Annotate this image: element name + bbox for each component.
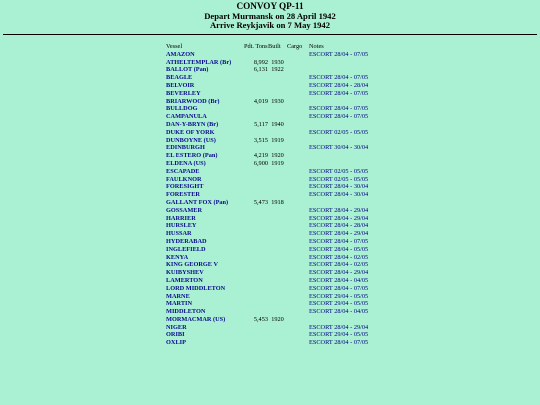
built-cell [268, 261, 287, 269]
cargo-cell [287, 176, 309, 184]
vessel-cell [166, 59, 244, 67]
cargo-cell [287, 129, 309, 137]
vessel-link[interactable]: BEVERLEY [166, 89, 201, 97]
notes-cell: ESCORT 28/04 - 07/05 [309, 50, 369, 58]
tons-cell [244, 144, 268, 152]
vessel-link[interactable]: CAMPANULA [166, 113, 207, 121]
built-cell: 1919 [271, 136, 284, 144]
vessel-cell [166, 90, 244, 98]
notes-cell: ESCORT 28/04 - 29/04 [309, 230, 369, 238]
table-row [166, 121, 409, 129]
notes-cell [309, 59, 409, 67]
cargo-cell [287, 331, 309, 339]
vessel-cell [166, 316, 244, 324]
vessel-link[interactable]: MORMACMAR (US) [166, 315, 226, 323]
vessel-cell [166, 331, 244, 339]
notes-cell: ESCORT 28/04 - 29/04 [309, 323, 369, 331]
table-row [166, 316, 409, 324]
notes-cell: ESCORT 28/04 - 04/05 [309, 276, 369, 284]
column-header-vessel: Vessel [166, 43, 183, 50]
table-row [166, 66, 409, 74]
built-cell: 1918 [271, 198, 284, 206]
table-row [166, 207, 409, 215]
table-row [166, 324, 409, 332]
vessel-cell [166, 293, 244, 301]
notes-cell: ESCORT 29/04 - 05/05 [309, 292, 369, 300]
notes-cell: ESCORT 02/05 - 05/05 [309, 167, 369, 175]
cargo-cell [287, 51, 309, 59]
built-cell: 1920 [271, 315, 284, 323]
tons-cell [244, 222, 268, 230]
vessel-cell [166, 183, 244, 191]
notes-cell: ESCORT 28/04 - 04/05 [309, 308, 369, 316]
built-cell [268, 277, 287, 285]
header-divider [3, 34, 537, 35]
vessel-cell [166, 129, 244, 137]
vessel-cell [166, 51, 244, 59]
cargo-cell [287, 144, 309, 152]
column-header-cargo: Cargo [287, 43, 303, 50]
vessel-link[interactable]: NIGER [166, 323, 187, 331]
notes-cell [309, 152, 409, 160]
cargo-cell [287, 59, 309, 67]
notes-cell [309, 66, 409, 74]
table-row [166, 215, 409, 223]
vessel-link[interactable]: ELDENA (US) [166, 159, 206, 167]
built-cell [268, 183, 287, 191]
cargo-cell [287, 199, 309, 207]
cargo-cell [287, 121, 309, 129]
cargo-cell [287, 293, 309, 301]
built-cell [268, 339, 287, 347]
vessel-cell [166, 74, 244, 82]
vessel-link[interactable]: INGLEFIELD [166, 245, 206, 253]
table-row [166, 308, 409, 316]
vessel-cell [166, 238, 244, 246]
vessel-link[interactable]: BALLOT (Pan) [166, 66, 209, 74]
vessel-cell [166, 199, 244, 207]
column-header-notes: Notes [309, 43, 324, 50]
column-header-tons: Pdt. Tons [244, 43, 268, 50]
notes-cell [309, 316, 409, 324]
notes-cell: ESCORT 28/04 - 07/05 [309, 284, 369, 292]
tons-cell: 4,019 [253, 97, 268, 105]
cargo-cell [287, 191, 309, 199]
table-row [166, 293, 409, 301]
tons-cell: 6,900 [253, 159, 268, 167]
tons-cell [244, 277, 268, 285]
vessel-link[interactable]: FORESTER [166, 191, 200, 199]
vessel-link[interactable]: DUKE OF YORK [166, 128, 215, 136]
convoy-header [0, 2, 540, 31]
vessel-link[interactable]: BELVOIR [166, 81, 195, 89]
table-row [166, 222, 409, 230]
column-header-built: Built [268, 43, 281, 50]
notes-cell: ESCORT 28/04 - 29/04 [309, 269, 369, 277]
cargo-cell [287, 222, 309, 230]
tons-cell [244, 168, 268, 176]
vessel-cell [166, 246, 244, 254]
table-header-row [166, 43, 409, 51]
vessel-cell [166, 222, 244, 230]
vessel-cell [166, 191, 244, 199]
cargo-cell [287, 238, 309, 246]
built-cell [268, 293, 287, 301]
built-cell [268, 285, 287, 293]
tons-cell: 5,453 [253, 315, 268, 323]
vessel-link[interactable]: DAN-Y-BRYN (Br) [166, 120, 219, 128]
vessel-link[interactable]: MARTIN [166, 300, 193, 308]
tons-cell [244, 191, 268, 199]
tons-cell [244, 230, 268, 238]
cargo-cell [287, 308, 309, 316]
table-row [166, 90, 409, 98]
vessel-cell [166, 285, 244, 293]
depart-line: Depart Murmansk on 28 April 1942 [204, 10, 336, 21]
tons-cell: 5,117 [254, 120, 268, 128]
table-row [166, 176, 409, 184]
notes-cell: ESCORT 28/04 - 07/05 [309, 113, 369, 121]
notes-cell: ESCORT 28/04 - 07/05 [309, 74, 369, 82]
vessel-link[interactable]: GOSSAMER [166, 206, 203, 214]
tons-cell [244, 293, 268, 301]
cargo-cell [287, 66, 309, 74]
ship-rows [166, 51, 409, 347]
tons-cell [244, 331, 268, 339]
notes-cell: ESCORT 28/04 - 07/05 [309, 237, 369, 245]
cargo-cell [287, 90, 309, 98]
built-cell: 1940 [271, 120, 284, 128]
tons-cell: 8,992 [253, 58, 268, 66]
notes-cell: ESCORT 28/04 - 05/05 [309, 245, 369, 253]
tons-cell [244, 261, 268, 269]
vessel-cell [166, 113, 244, 121]
vessel-link[interactable]: HYDERABAD [166, 237, 207, 245]
cargo-cell [287, 74, 309, 82]
table-row [166, 230, 409, 238]
built-cell [268, 176, 287, 184]
tons-cell: 6,131 [253, 66, 268, 74]
vessel-cell [166, 105, 244, 113]
cargo-cell [287, 215, 309, 223]
vessel-cell [166, 66, 244, 74]
tons-cell [244, 215, 268, 223]
table-row [166, 144, 409, 152]
vessel-link[interactable]: MIDDLETON [166, 308, 206, 316]
built-cell [268, 300, 287, 308]
cargo-cell [287, 277, 309, 285]
cargo-cell [287, 246, 309, 254]
vessel-link[interactable]: FAULKNOR [166, 175, 202, 183]
cargo-cell [287, 137, 309, 145]
vessel-cell [166, 82, 244, 90]
vessel-cell [166, 215, 244, 223]
built-cell [268, 238, 287, 246]
table-row [166, 339, 409, 347]
tons-cell [244, 176, 268, 184]
cargo-cell [287, 160, 309, 168]
vessel-cell [166, 144, 244, 152]
table-row [166, 137, 409, 145]
built-cell [268, 215, 287, 223]
built-cell: 1920 [271, 152, 284, 160]
vessel-cell [166, 308, 244, 316]
built-cell [268, 246, 287, 254]
built-cell [268, 51, 287, 59]
vessel-link[interactable]: AMAZON [166, 50, 195, 58]
vessel-link[interactable]: ESCAPADE [166, 167, 200, 175]
notes-cell: ESCORT 28/04 - 07/05 [309, 105, 369, 113]
notes-cell: ESCORT 28/04 - 07/05 [309, 89, 369, 97]
table-row [166, 261, 409, 269]
vessel-link[interactable]: HURSLEY [166, 222, 197, 230]
table-row [166, 191, 409, 199]
cargo-cell [287, 82, 309, 90]
vessel-link[interactable]: FORESIGHT [166, 183, 204, 191]
cargo-cell [287, 152, 309, 160]
built-cell [268, 331, 287, 339]
tons-cell [244, 105, 268, 113]
cargo-cell [287, 183, 309, 191]
notes-cell: ESCORT 28/04 - 29/04 [309, 206, 369, 214]
vessel-cell [166, 254, 244, 262]
vessel-link[interactable]: HARRIER [166, 214, 196, 222]
table-row [166, 269, 409, 277]
notes-cell: ESCORT 28/04 - 02/05 [309, 253, 369, 261]
cargo-cell [287, 269, 309, 277]
built-cell [268, 105, 287, 113]
vessel-cell [166, 207, 244, 215]
vessel-link[interactable]: ATHELTEMPLAR (Br) [166, 58, 232, 66]
tons-cell [244, 113, 268, 121]
notes-cell: ESCORT 29/04 - 05/05 [309, 331, 369, 339]
vessel-cell [166, 98, 244, 106]
vessel-cell [166, 269, 244, 277]
cargo-cell [287, 300, 309, 308]
table-row [166, 74, 409, 82]
built-cell: 1930 [271, 97, 284, 105]
notes-cell [309, 160, 409, 168]
cargo-cell [287, 261, 309, 269]
tons-cell [244, 339, 268, 347]
notes-cell [309, 199, 409, 207]
table-row [166, 254, 409, 262]
vessel-link[interactable]: GALLANT FOX (Pan) [166, 198, 229, 206]
vessel-link[interactable]: ORIBI [166, 331, 185, 339]
table-row [166, 285, 409, 293]
vessel-cell [166, 277, 244, 285]
built-cell: 1919 [271, 159, 284, 167]
vessel-link[interactable]: MARNE [166, 292, 190, 300]
vessel-cell [166, 261, 244, 269]
vessel-link[interactable]: LORD MIDDLETON [166, 284, 226, 292]
tons-cell: 3,515 [253, 136, 268, 144]
cargo-cell [287, 113, 309, 121]
table-row [166, 168, 409, 176]
notes-cell: ESCORT 28/04 - 28/04 [309, 222, 369, 230]
vessel-cell [166, 230, 244, 238]
cargo-cell [287, 98, 309, 106]
cargo-cell [287, 324, 309, 332]
notes-cell: ESCORT 29/04 - 05/05 [309, 300, 369, 308]
table-row [166, 246, 409, 254]
vessel-cell [166, 168, 244, 176]
vessel-cell [166, 324, 244, 332]
notes-cell [309, 98, 409, 106]
table-row [166, 331, 409, 339]
cargo-cell [287, 285, 309, 293]
built-cell [268, 168, 287, 176]
table-row [166, 129, 409, 137]
table-row [166, 113, 409, 121]
notes-cell [309, 121, 409, 129]
table-row [166, 51, 409, 59]
built-cell [268, 254, 287, 262]
table-row [166, 82, 409, 90]
notes-cell: ESCORT 30/04 - 30/04 [309, 144, 369, 152]
notes-cell: ESCORT 02/05 - 05/05 [309, 128, 369, 136]
vessel-cell [166, 160, 244, 168]
vessel-link[interactable]: BRIARWOOD (Br) [166, 97, 220, 105]
vessel-link[interactable]: DUNBOYNE (US) [166, 136, 216, 144]
built-cell [268, 324, 287, 332]
built-cell [268, 207, 287, 215]
table-row [166, 277, 409, 285]
cargo-cell [287, 168, 309, 176]
table-row [166, 238, 409, 246]
vessel-link[interactable]: LAMERTON [166, 276, 203, 284]
cargo-cell [287, 339, 309, 347]
built-cell [268, 82, 287, 90]
tons-cell [244, 238, 268, 246]
tons-cell [244, 324, 268, 332]
tons-cell [244, 300, 268, 308]
vessel-cell [166, 176, 244, 184]
vessel-link[interactable]: BULLDOG [166, 105, 198, 113]
notes-cell: ESCORT 28/04 - 28/04 [309, 81, 369, 89]
vessel-link[interactable]: KING GEORGE V [166, 261, 219, 269]
tons-cell: 5,473 [253, 198, 268, 206]
notes-cell: ESCORT 28/04 - 30/04 [309, 191, 369, 199]
vessel-link[interactable]: KUIBYSHEV [166, 269, 204, 277]
notes-cell [309, 137, 409, 145]
cargo-cell [287, 207, 309, 215]
tons-cell: 4,219 [253, 152, 268, 160]
built-cell [268, 74, 287, 82]
tons-cell [244, 254, 268, 262]
tons-cell [244, 183, 268, 191]
vessel-cell [166, 339, 244, 347]
built-cell [268, 269, 287, 277]
arrive-line: Arrive Reykjavik on 7 May 1942 [209, 20, 331, 31]
built-cell [268, 222, 287, 230]
cargo-cell [287, 105, 309, 113]
vessel-link[interactable]: BEAGLE [166, 74, 193, 82]
tons-cell [244, 246, 268, 254]
vessel-link[interactable]: HUSSAR [166, 230, 192, 238]
table-row [166, 152, 409, 160]
vessel-cell [166, 152, 244, 160]
cargo-cell [287, 230, 309, 238]
vessel-cell [166, 300, 244, 308]
built-cell [268, 144, 287, 152]
vessel-link[interactable]: EDINBURGH [166, 144, 205, 152]
table-row [166, 59, 409, 67]
tons-cell [244, 285, 268, 293]
cargo-cell [287, 316, 309, 324]
built-cell [268, 191, 287, 199]
notes-cell: ESCORT 02/05 - 05/05 [309, 175, 369, 183]
vessel-link[interactable]: OXLIP [166, 339, 186, 347]
cargo-cell [287, 254, 309, 262]
vessel-link[interactable]: KENYA [166, 253, 189, 261]
table-row [166, 105, 409, 113]
table-row [166, 199, 409, 207]
built-cell: 1922 [271, 66, 284, 74]
notes-cell: ESCORT 28/04 - 07/05 [309, 339, 369, 347]
page-title: CONVOY QP-11 [236, 1, 304, 11]
table-row [166, 98, 409, 106]
built-cell [268, 129, 287, 137]
notes-cell: ESCORT 28/04 - 29/04 [309, 214, 369, 222]
built-cell [268, 308, 287, 316]
table-row [166, 160, 409, 168]
tons-cell [244, 308, 268, 316]
notes-cell: ESCORT 28/04 - 02/05 [309, 261, 369, 269]
notes-cell: ESCORT 28/04 - 30/04 [309, 183, 369, 191]
vessel-cell [166, 121, 244, 129]
built-cell [268, 113, 287, 121]
tons-cell [244, 129, 268, 137]
convoy-ship-table [166, 43, 409, 347]
tons-cell [244, 269, 268, 277]
built-cell: 1930 [271, 58, 284, 66]
built-cell [268, 90, 287, 98]
tons-cell [244, 51, 268, 59]
table-row [166, 183, 409, 191]
built-cell [268, 230, 287, 238]
vessel-link[interactable]: EL ESTERO (Pan) [166, 152, 218, 160]
tons-cell [244, 82, 268, 90]
tons-cell [244, 74, 268, 82]
table-row [166, 300, 409, 308]
tons-cell [244, 90, 268, 98]
vessel-cell [166, 137, 244, 145]
tons-cell [244, 207, 268, 215]
